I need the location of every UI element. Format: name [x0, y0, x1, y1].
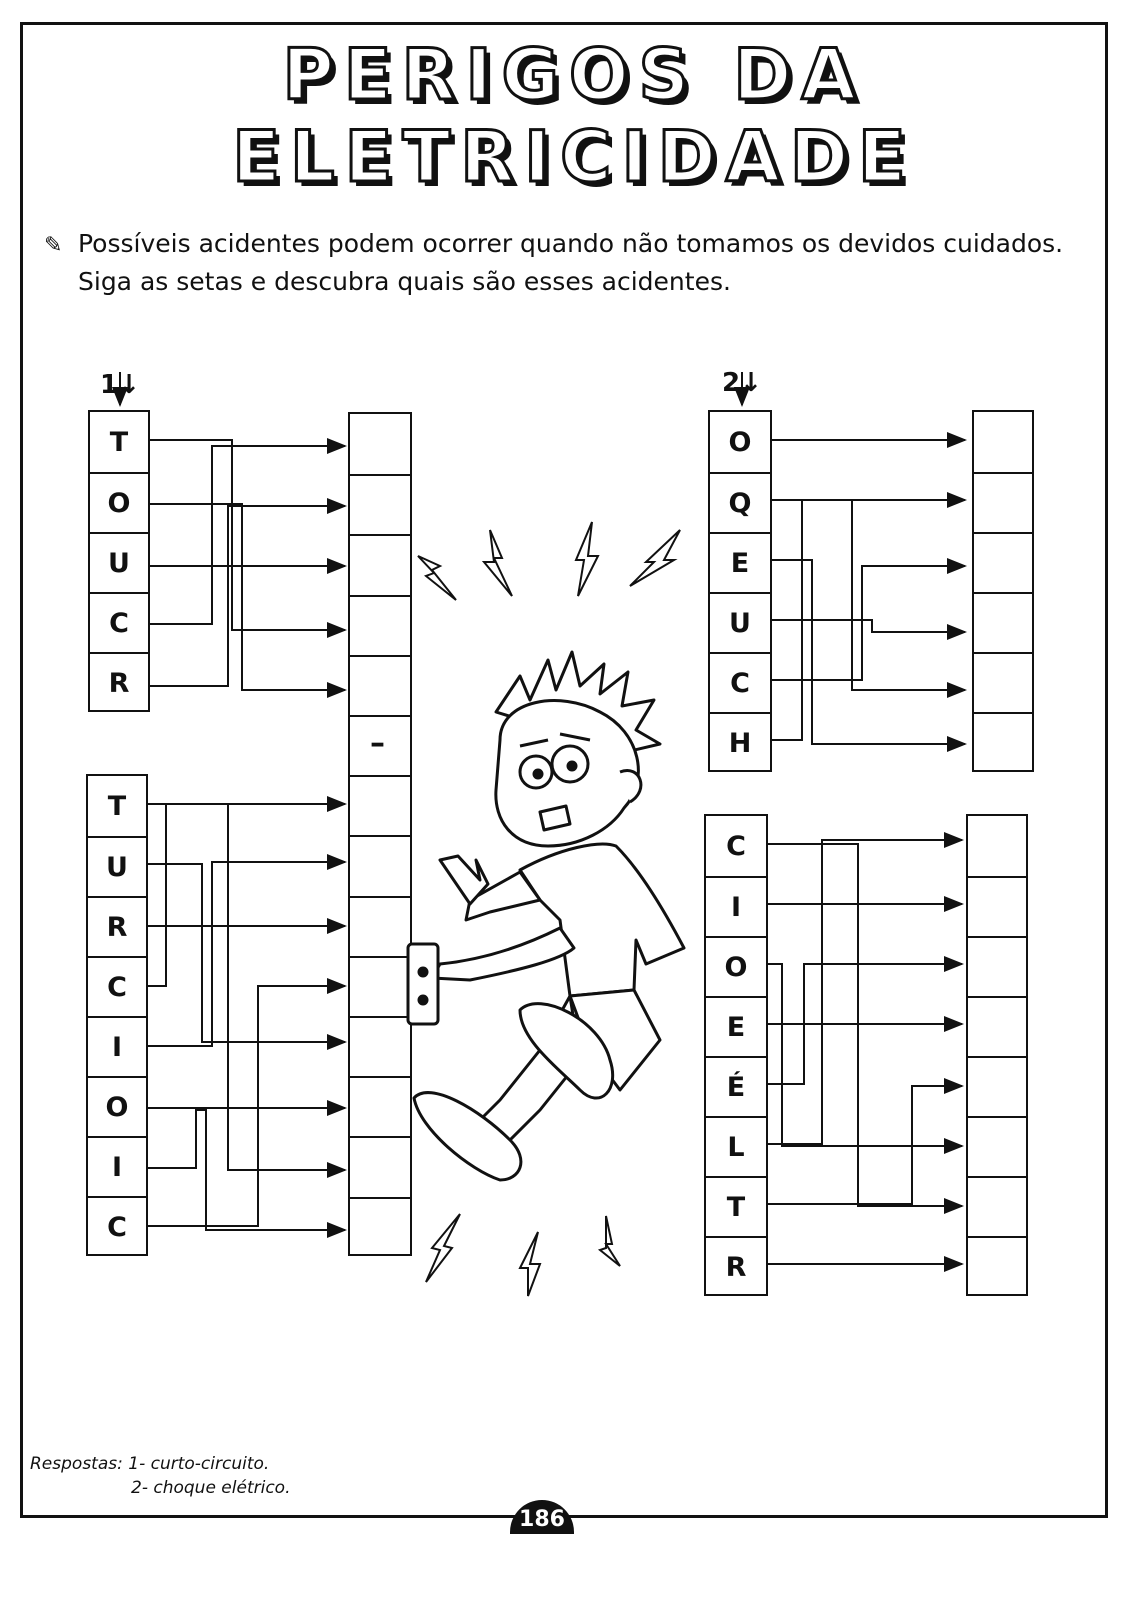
letter-cell: T	[706, 1176, 766, 1236]
connector-arrow	[150, 504, 345, 690]
connector-arrow	[150, 506, 345, 686]
title-line-2: ELETRICIDADE	[232, 116, 916, 198]
hyphen-mark: –	[370, 726, 385, 761]
letter-cell: U	[710, 592, 770, 652]
connector-arrow	[150, 440, 345, 630]
connector-arrow	[150, 446, 345, 624]
connector-arrow	[148, 862, 345, 1046]
pencil-icon: ✎	[44, 233, 63, 258]
connector-arrow	[148, 804, 345, 986]
answer-2: 2- choque elétrico.	[131, 1478, 291, 1498]
answers-block	[30, 1452, 290, 1500]
letter-cell: I	[88, 1136, 146, 1196]
letter-cell: C	[88, 1196, 146, 1256]
puzzle-1-number: 1↓	[100, 370, 140, 400]
connector-arrow	[772, 566, 965, 680]
connector-arrow	[772, 560, 965, 744]
connector-arrow	[148, 864, 345, 1042]
letter-cell: E	[710, 532, 770, 592]
letter-cell: O	[706, 936, 766, 996]
connector-arrow	[772, 500, 965, 690]
boy-illustration	[408, 652, 684, 1180]
letter-cell: T	[107, 790, 127, 822]
letter-cell: C	[710, 652, 770, 712]
connector-arrow	[772, 620, 965, 632]
answer-1: 1- curto-circuito.	[128, 1454, 270, 1474]
letter-cell: I	[88, 1016, 146, 1076]
letter-cell: C	[726, 830, 746, 862]
letter-cell: O	[728, 426, 752, 458]
letter-cell: H	[710, 712, 770, 772]
letter-cell: C	[90, 592, 148, 652]
letter-cell: L	[706, 1116, 766, 1176]
connector-arrow	[148, 986, 345, 1226]
letter-cell: Q	[710, 472, 770, 532]
page-number: 186	[510, 1500, 574, 1534]
instruction-line-1: Possíveis acidentes podem ocorrer quando não tomamos os devidos cuidados.	[78, 229, 1064, 258]
answers-label: Respostas:	[30, 1454, 123, 1474]
instruction-line-2: Siga as setas e descubra quais são esses acidentes.	[78, 267, 731, 296]
connector-arrow	[768, 840, 962, 1144]
letter-cell: U	[90, 532, 148, 592]
puzzle-2-number: 2↓	[722, 368, 762, 398]
letter-cell: R	[88, 896, 146, 956]
letter-cell: É	[706, 1056, 766, 1116]
letter-cell: O	[88, 1076, 146, 1136]
title-line-1: PERIGOS DA	[282, 34, 866, 116]
letter-cell: T	[109, 426, 129, 458]
letter-cell: I	[706, 876, 766, 936]
letter-cell: C	[88, 956, 146, 1016]
letter-cell: R	[90, 652, 148, 712]
letter-cell: O	[90, 472, 148, 532]
letter-cell: E	[706, 996, 766, 1056]
connector-arrow	[768, 964, 962, 1146]
letter-cell: U	[88, 836, 146, 896]
letter-cell: R	[706, 1236, 766, 1296]
